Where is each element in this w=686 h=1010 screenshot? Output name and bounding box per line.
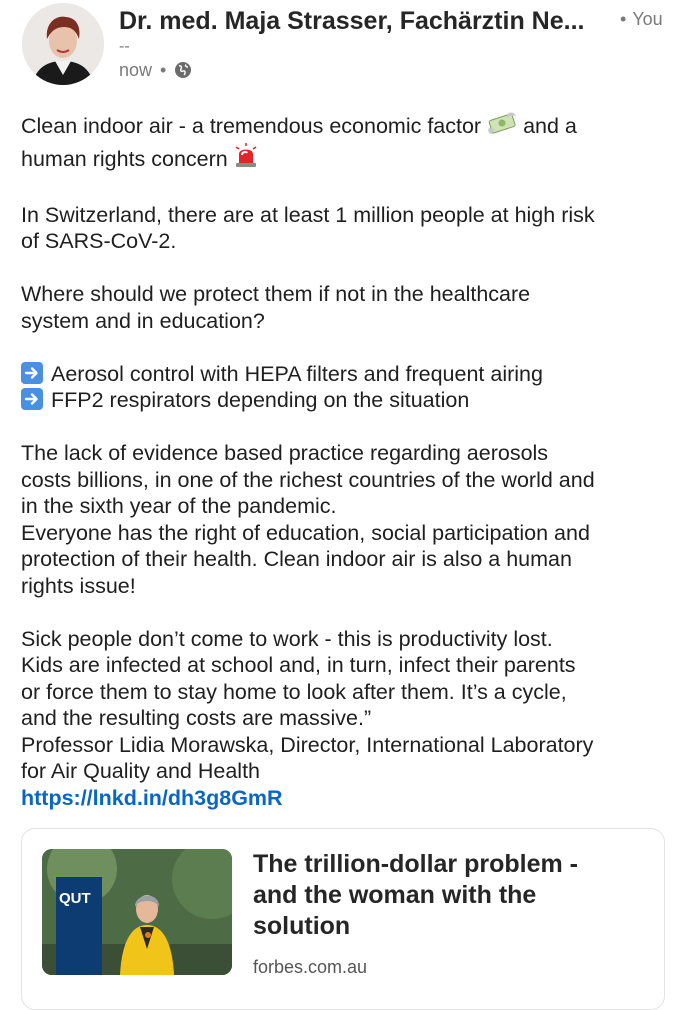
qut-logo: QUT: [59, 890, 91, 907]
degree-label: You: [632, 9, 663, 29]
link-preview-card[interactable]: [21, 828, 665, 1010]
right-arrow-icon: [21, 388, 43, 410]
card-domain: forbes.com.au: [253, 957, 368, 977]
card-title[interactable]: The trillion-dollar problem - and the woman with the solution: [253, 850, 578, 940]
meta-separator: •: [160, 60, 167, 80]
right-arrow-icon: [21, 362, 43, 384]
paragraph-intro: Clean indoor air - a tremendous economic factor and a human rights concern: [21, 110, 671, 175]
article-thumbnail[interactable]: [42, 849, 232, 975]
connection-degree: • You: [620, 9, 663, 29]
paragraph-evidence: The lack of evidence based practice regarding aerosols costs billions, in one of the richest countries of the world and in the sixth year of the pandemic. Everyone has the right of education, social participation and protection of their health. Clean indoor air is also a human rights issue!: [21, 441, 595, 598]
paragraph-question: Where should we protect them if not in the healthcare system and in education?: [21, 282, 531, 333]
globe-icon: [174, 61, 192, 79]
bullet-list: [21, 361, 671, 414]
post-link[interactable]: https://lnkd.in/dh3g8GmR: [21, 785, 283, 810]
list-item: Aerosol control with HEPA filters and frequent airing: [21, 361, 671, 388]
police-light-icon: [234, 143, 258, 176]
post-time: now: [119, 60, 153, 80]
post-header: [0, 0, 686, 100]
money-with-wings-icon: [487, 110, 517, 143]
list-item: FFP2 respirators depending on the situation: [21, 387, 671, 414]
author-name[interactable]: Dr. med. Maja Strasser, Fachärztin Ne...: [119, 7, 585, 35]
paragraph-quote: Sick people don’t come to work - this is productivity lost. Kids are infected at school and, in turn, infect their parents or force them to stay home to look after them. It’s a cycle, and the resulting costs are massive.” Professor Lidia Morawska, Director, International Laboratory for Air Quality and Health https://lnkd.in/dh3g8GmR: [21, 626, 594, 810]
paragraph-switzerland: In Switzerland, there are at least 1 million people at high risk of SARS-CoV-2.: [21, 202, 595, 253]
author-headline: --: [119, 38, 130, 55]
author-avatar[interactable]: [22, 3, 104, 85]
post-text: [21, 110, 671, 811]
post-meta: [119, 58, 192, 82]
